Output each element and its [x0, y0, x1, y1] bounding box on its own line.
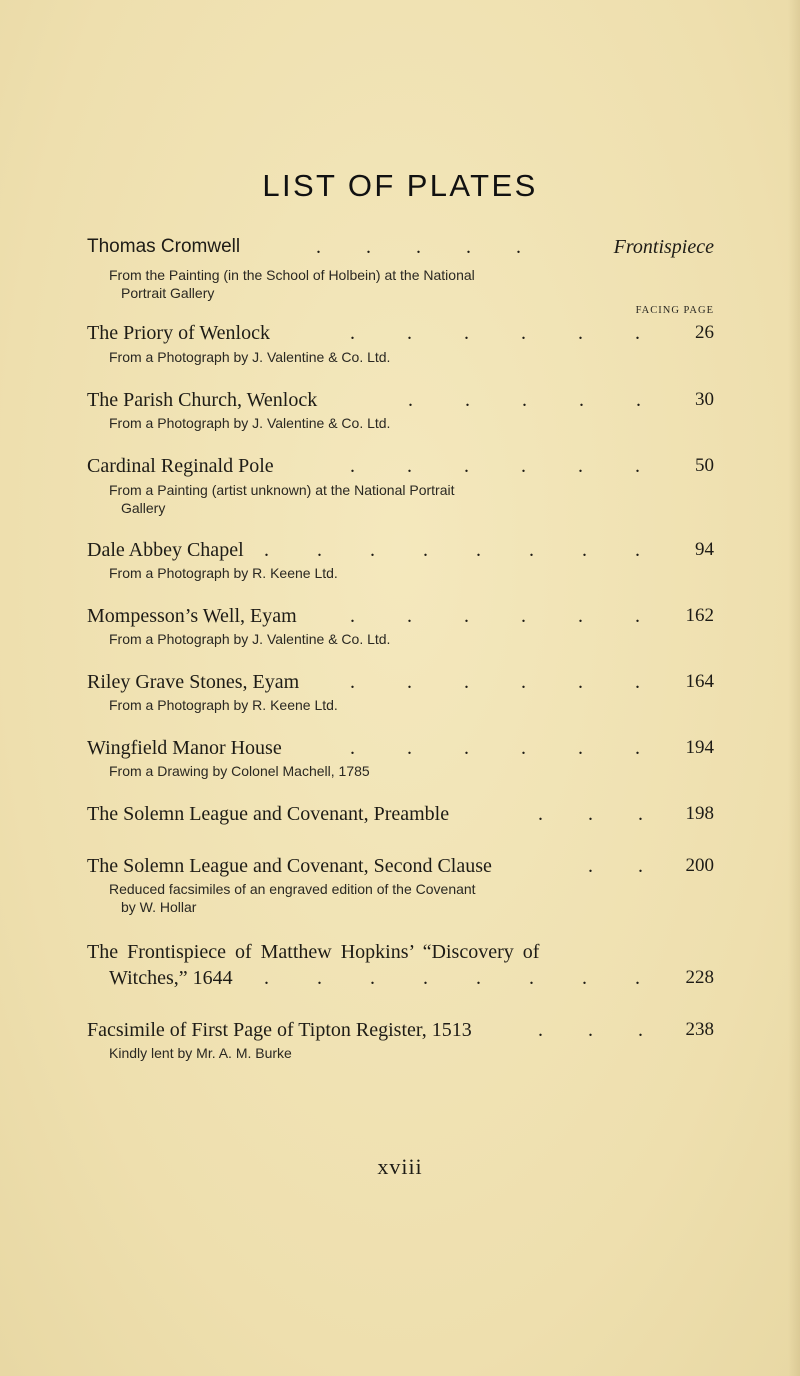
leader-dots: . . . . . . [350, 455, 640, 477]
plate-title: Riley Grave Stones, Eyam [87, 671, 300, 693]
plate-page-number: 162 [685, 605, 714, 626]
frontispiece-label: Frontispiece [613, 236, 714, 258]
plate-page-number: 200 [685, 855, 714, 876]
plate-page-number: 50 [695, 455, 714, 476]
plate-title: Wingfield Manor House [87, 737, 282, 759]
plate-source: From a Photograph by J. Valentine & Co. Ltd. [109, 415, 391, 431]
plate-title: The Priory of Wenlock [87, 322, 270, 344]
plate-title: Dale Abbey Chapel [87, 539, 244, 561]
plate-page-number: 194 [685, 737, 714, 758]
leader-dots: . . . . . [316, 236, 521, 258]
plate-page-number: 30 [695, 389, 714, 410]
plate-page-number: 26 [695, 322, 714, 343]
leader-dots: . . . [538, 1019, 643, 1041]
plate-page-number: 238 [685, 1019, 714, 1040]
plate-source: Portrait Gallery [121, 285, 215, 301]
plate-source: Gallery [121, 500, 166, 516]
plate-source: From a Photograph by J. Valentine & Co. Ltd. [109, 631, 391, 647]
plate-page-number: 198 [685, 803, 714, 824]
plate-source: From a Painting (artist unknown) at the National Portrait [109, 482, 455, 498]
plate-page-number: 94 [695, 539, 714, 560]
plate-title: The Parish Church, Wenlock [87, 389, 318, 411]
plate-source: Kindly lent by Mr. A. M. Burke [109, 1045, 292, 1061]
leader-dots: . . . . . [408, 389, 641, 411]
plate-title: Cardinal Reginald Pole [87, 455, 274, 477]
leader-dots: . . . . . . [350, 737, 640, 759]
leader-dots: . . . . . . [350, 605, 640, 627]
leader-dots: . . . . . . . . [264, 539, 640, 561]
plate-source: From the Painting (in the School of Holbein) at the National [109, 267, 475, 283]
plate-page-number: 164 [685, 671, 714, 692]
facing-page-label: FACING PAGE [635, 305, 714, 316]
leader-dots: . . . . . . [350, 322, 640, 344]
plate-title: The Solemn League and Covenant, Preamble [87, 803, 450, 825]
plate-title: Mompesson’s Well, Eyam [87, 605, 297, 627]
page-folio: xviii [377, 1154, 423, 1179]
leader-dots: . . [588, 855, 643, 877]
plate-source: by W. Hollar [121, 899, 197, 915]
page-title: LIST OF PLATES [262, 168, 538, 203]
plate-source: From a Photograph by R. Keene Ltd. [109, 697, 338, 713]
plate-source: Reduced facsimiles of an engraved edition of the Covenant [109, 881, 476, 897]
leader-dots: . . . [538, 803, 643, 825]
plate-page-number: 228 [685, 967, 714, 988]
plate-title: The Frontispiece of Matthew Hopkins’ “Discovery of [87, 941, 540, 963]
plate-source: From a Photograph by J. Valentine & Co. Ltd. [109, 349, 391, 365]
plate-title: The Solemn League and Covenant, Second Clause [87, 855, 492, 877]
plate-title: Thomas Cromwell [87, 236, 241, 257]
plate-title: Facsimile of First Page of Tipton Register, 1513 [87, 1019, 472, 1041]
plate-source: From a Photograph by R. Keene Ltd. [109, 565, 338, 581]
leader-dots: . . . . . . . . [264, 967, 640, 989]
plate-source: From a Drawing by Colonel Machell, 1785 [109, 763, 370, 779]
leader-dots: . . . . . . [350, 671, 640, 693]
plate-title-continuation: Witches,” 1644 [109, 967, 233, 989]
